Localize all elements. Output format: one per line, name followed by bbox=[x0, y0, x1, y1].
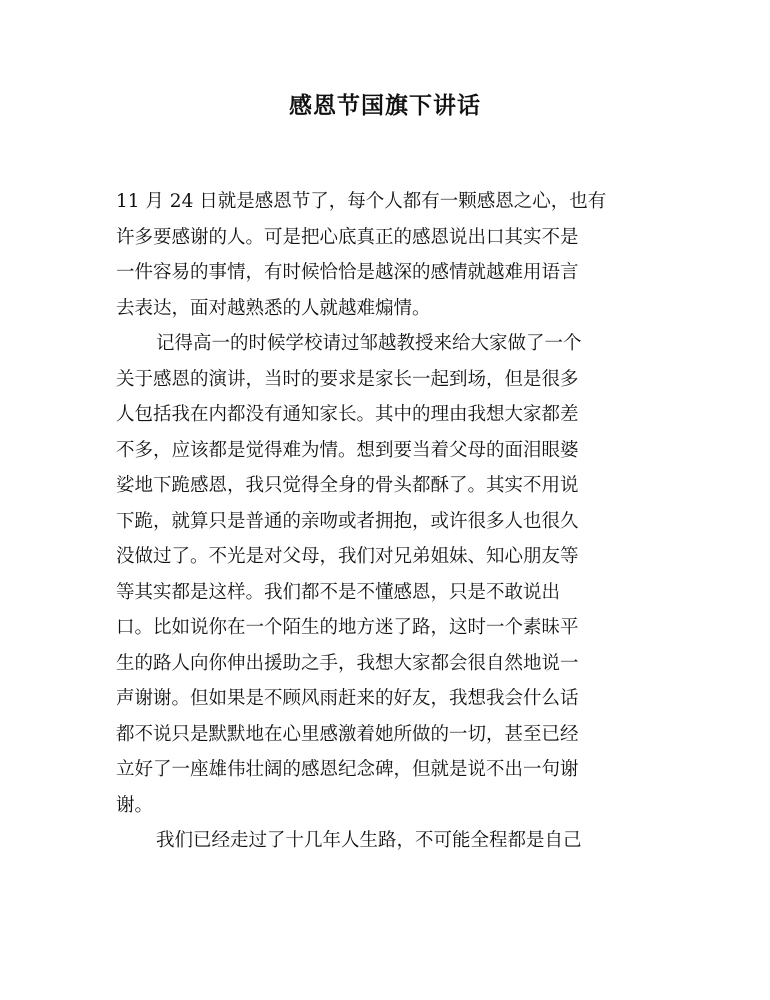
paragraph-1 bbox=[116, 184, 656, 326]
text-line: 去表达，面对越熟悉的人就越难煽情。 bbox=[116, 297, 431, 319]
document-body bbox=[116, 184, 656, 859]
text-line: 一件容易的事情，有时候恰恰是越深的感情就越难用语言 bbox=[116, 262, 579, 283]
text-line: 都不说只是默默地在心里感激着她所做的一切，甚至已经 bbox=[116, 723, 579, 745]
text-line: 我们已经走过了十几年人生路，不可能全程都是自己 bbox=[156, 830, 582, 851]
text-line: 不多，应该都是觉得难为情。想到要当着父母的面泪眼婆 bbox=[116, 439, 579, 461]
text-line: 许多要感谢的人。可是把心底真正的感恩说出口其实不是 bbox=[116, 226, 579, 248]
paragraph-2 bbox=[116, 326, 656, 823]
text-line: 立好了一座雄伟壮阔的感恩纪念碑，但就是说不出一句谢 bbox=[116, 759, 579, 780]
text-line: 下跪，就算只是普通的亲吻或者拥抱，或许很多人也很久 bbox=[116, 510, 579, 532]
text-line: 记得高一的时候学校请过邹越教授来给大家做了一个 bbox=[156, 333, 582, 354]
text-line: 人包括我在内都没有通知家长。其中的理由我想大家都差 bbox=[116, 404, 579, 425]
text-line: 口。比如说你在一个陌生的地方迷了路，这时一个素昧平 bbox=[116, 617, 579, 638]
paragraph-3 bbox=[116, 823, 656, 859]
text-line: 谢。 bbox=[116, 794, 154, 816]
text-line: 等其实都是这样。我们都不是不懂感恩，只是不敢说出 bbox=[116, 581, 561, 603]
text-line: 没做过了。不光是对父母，我们对兄弟姐妹、知心朋友等 bbox=[116, 546, 579, 567]
text-line: 生的路人向你伸出援助之手，我想大家都会很自然地说一 bbox=[116, 652, 579, 674]
document-title: 感恩节国旗下讲话 bbox=[289, 93, 481, 119]
text-line: 声谢谢。但如果是不顾风雨赶来的好友，我想我会什么话 bbox=[116, 688, 579, 709]
text-line: 娑地下跪感恩，我只觉得全身的骨头都酥了。其实不用说 bbox=[116, 475, 579, 496]
text-line: 关于感恩的演讲，当时的要求是家长一起到场，但是很多 bbox=[116, 368, 579, 390]
text-line: 11 月 24 日就是感恩节了，每个人都有一颗感恩之心，也有 bbox=[116, 191, 607, 212]
